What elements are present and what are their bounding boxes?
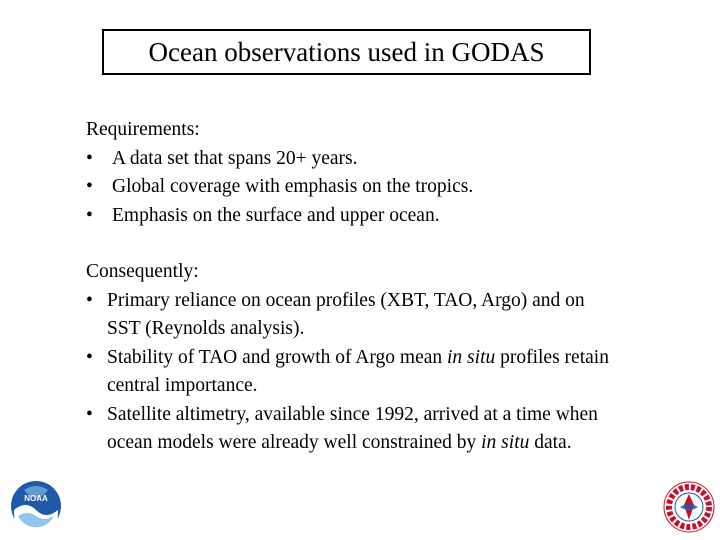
- bullet-icon: •: [86, 204, 93, 226]
- bullet-icon: •: [86, 346, 93, 368]
- requirements-item: [86, 202, 473, 231]
- consequently-heading: Consequently:: [86, 261, 199, 282]
- requirements-heading: Requirements:: [86, 119, 200, 140]
- requirements-item-text: Emphasis on the surface and upper ocean.: [112, 204, 440, 226]
- consequently-item-text: [86, 344, 616, 401]
- slide-title-box: [102, 29, 591, 75]
- requirements-item: [86, 145, 473, 174]
- consequently-item-text: [86, 287, 616, 344]
- text-run: Primary reliance on ocean profiles (XBT, TAO, Argo) and on SST (Reynolds analysis).: [107, 289, 585, 339]
- requirements-item: [86, 173, 473, 202]
- consequently-item: [86, 344, 616, 401]
- consequently-section: [86, 258, 616, 458]
- italic-term: in situ: [481, 432, 530, 453]
- consequently-item: [86, 401, 616, 458]
- text-run: Satellite altimetry, available since 1992, arrived at a time when ocean models were already well constrained by: [107, 403, 598, 453]
- nws-logo-icon: [663, 481, 715, 533]
- bullet-icon: •: [86, 403, 93, 425]
- text-run: profiles retain central importance.: [107, 346, 609, 396]
- bullet-icon: •: [86, 147, 93, 169]
- consequently-item: [86, 287, 616, 344]
- consequently-item-text: [86, 401, 616, 458]
- bullet-icon: •: [86, 289, 93, 311]
- bullet-icon: •: [86, 176, 93, 197]
- requirements-item-text: A data set that spans 20+ years.: [112, 147, 358, 169]
- text-run: data.: [529, 432, 572, 453]
- requirements-item-text: Global coverage with emphasis on the tropics.: [112, 176, 474, 197]
- requirements-section: [86, 116, 473, 230]
- noaa-logo-text: NOAA: [24, 494, 48, 503]
- italic-term: in situ: [447, 346, 496, 368]
- slide-title: Ocean observations used in GODAS: [148, 36, 545, 67]
- text-run: Stability of TAO and growth of Argo mean: [107, 346, 448, 368]
- noaa-logo-icon: [10, 480, 62, 532]
